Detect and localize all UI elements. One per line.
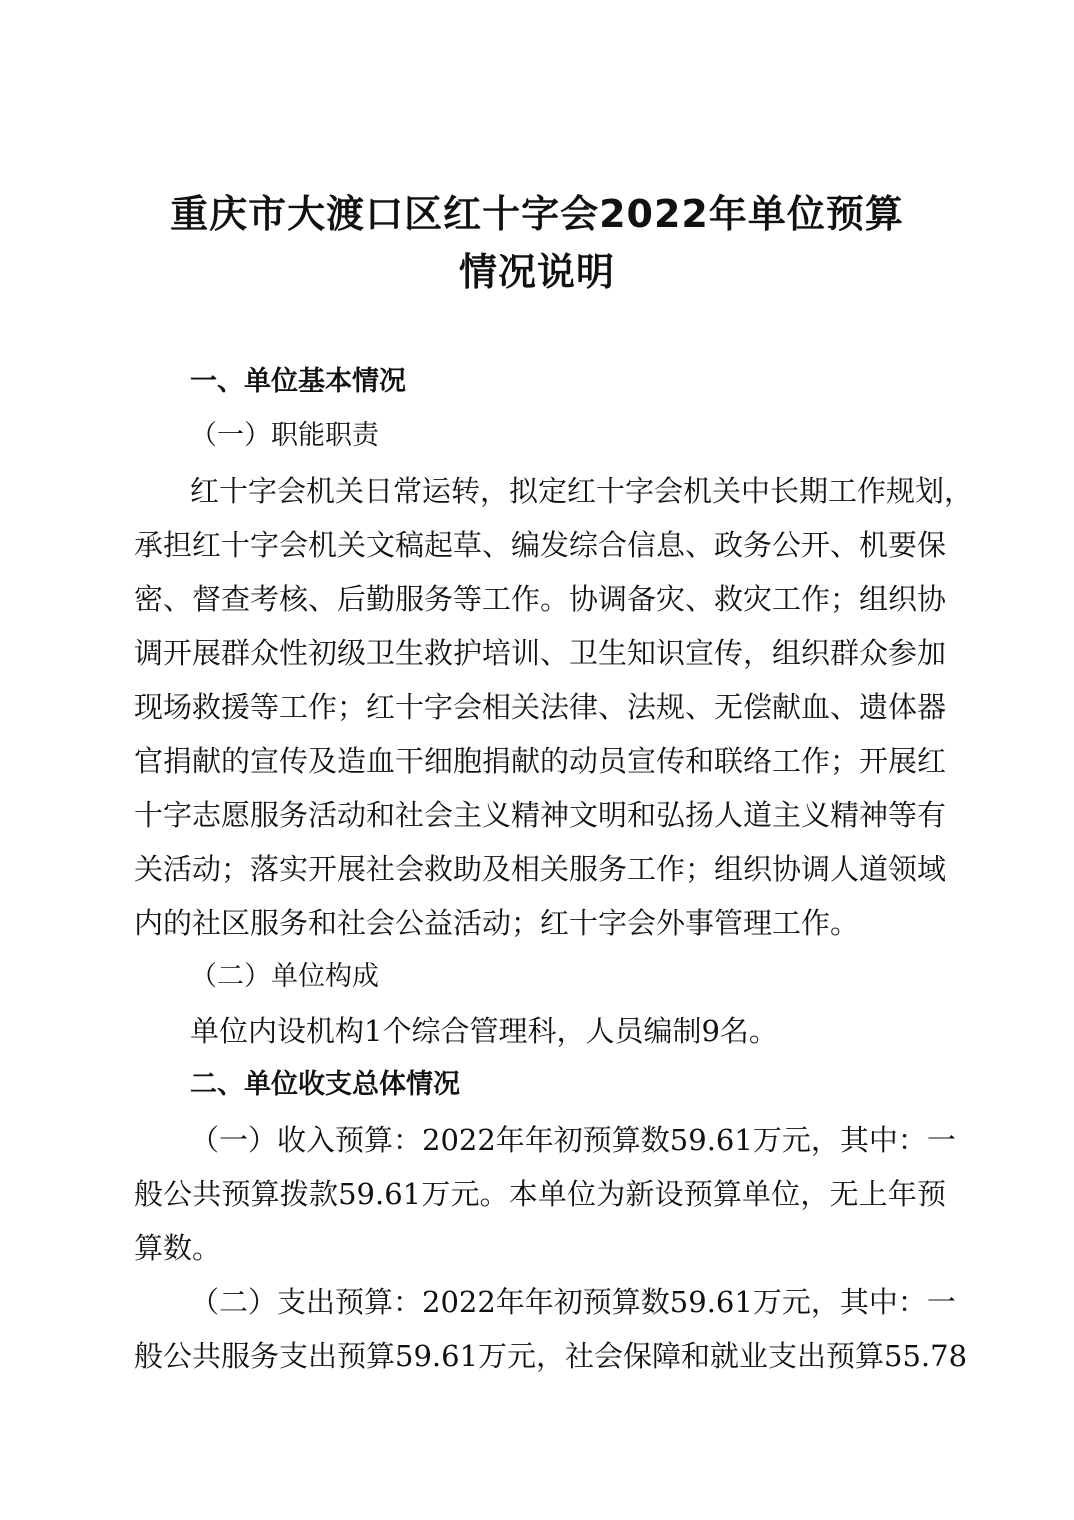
document-title-line1: 重庆市大渡口区红十字会2022年单位预算 <box>170 192 904 236</box>
paragraph-line: 现场救援等工作；红十字会相关法律、法规、无偿献血、遗体器 <box>134 690 947 724</box>
paragraph-line: 承担红十字会机关文稿起草、编发综合信息、政务公开、机要保 <box>134 528 947 562</box>
expense-line: 般公共服务支出预算59.61万元，社会保障和就业支出预算55.78 <box>134 1339 968 1373</box>
income-line: 般公共预算拨款59.61万元。本单位为新设预算单位，无上年预 <box>134 1177 946 1211</box>
section2-heading: 二、单位收支总体情况 <box>190 1069 460 1100</box>
paragraph-line: 内的社区服务和社会公益活动；红十字会外事管理工作。 <box>134 906 860 940</box>
paragraph-line: 官捐献的宣传及造血干细胞捐献的动员宣传和联络工作；开展红 <box>134 744 947 778</box>
expense-line: （二）支出预算：2022年年初预算数59.61万元，其中：一 <box>190 1285 956 1319</box>
unit-composition-text: 单位内设机构1个综合管理科，人员编制9名。 <box>190 1014 778 1048</box>
paragraph-line: 红十字会机关日常运转，拟定红十字会机关中长期工作规划， <box>190 474 974 508</box>
section1-sub2-heading: （二）单位构成 <box>190 961 379 992</box>
section1-heading: 一、单位基本情况 <box>190 366 406 397</box>
paragraph-line: 十字志愿服务活动和社会主义精神文明和弘扬人道主义精神等有 <box>134 798 947 832</box>
paragraph-line: 调开展群众性初级卫生救护培训、卫生知识宣传，组织群众参加 <box>134 636 947 670</box>
income-line: 算数。 <box>134 1231 222 1265</box>
paragraph-line: 密、督查考核、后勤服务等工作。协调备灾、救灾工作；组织协 <box>134 582 947 616</box>
document-title-line2: 情况说明 <box>458 250 615 294</box>
paragraph-line: 关活动；落实开展社会救助及相关服务工作；组织协调人道领域 <box>134 852 947 886</box>
section1-sub1-heading: （一）职能职责 <box>190 420 379 451</box>
income-line: （一）收入预算：2022年年初预算数59.61万元，其中：一 <box>190 1123 956 1157</box>
